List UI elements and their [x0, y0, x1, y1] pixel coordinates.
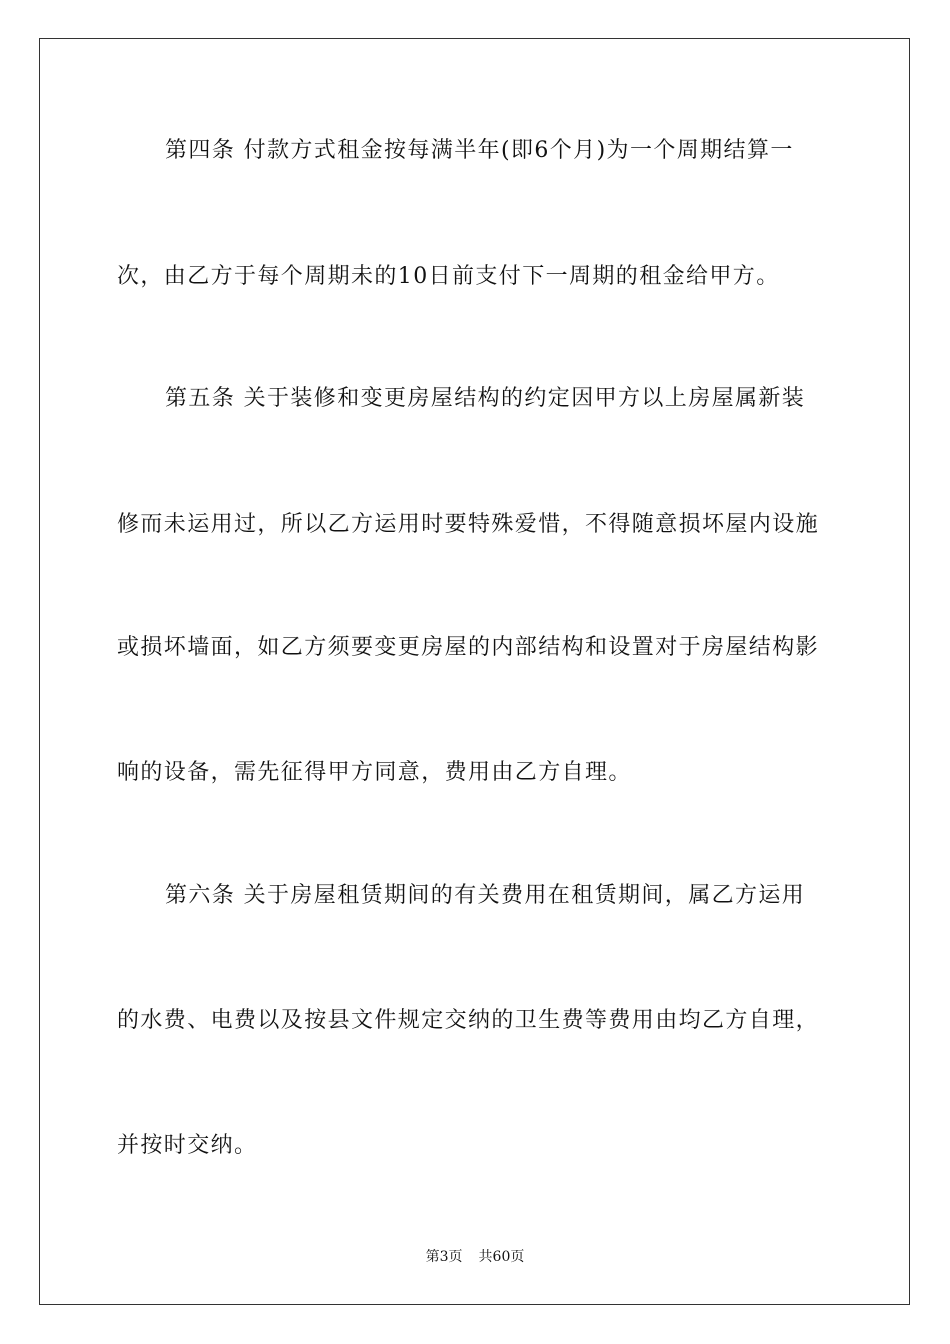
- paragraph-line: 修而未运用过，所以乙方运用时要特殊爱惜，不得随意损坏屋内设施: [117, 512, 820, 537]
- paragraph-line: 第六条 关于房屋租赁期间的有关费用在租赁期间，属乙方运用: [165, 883, 806, 908]
- paragraph-line: 并按时交纳。: [117, 1133, 258, 1158]
- page-footer: [0, 1247, 950, 1267]
- paragraph-line: 的水费、电费以及按县文件规定交纳的卫生费等费用由均乙方自理，: [117, 1008, 820, 1033]
- page-number: 第3页: [425, 1249, 463, 1265]
- page-frame: [39, 38, 910, 1305]
- paragraph-line: 次，由乙方于每个周期未的10日前支付下一周期的租金给甲方。: [117, 264, 780, 289]
- paragraph-line: 或损坏墙面，如乙方须要变更房屋的内部结构和设置对于房屋结构影: [117, 635, 820, 660]
- paragraph-line: 响的设备，需先征得甲方同意，费用由乙方自理。: [117, 760, 632, 785]
- page-total: 共60页: [478, 1249, 525, 1265]
- paragraph-line: 第五条 关于装修和变更房屋结构的约定因甲方以上房屋属新装: [165, 386, 806, 411]
- paragraph-line: 第四条 付款方式租金按每满半年(即6个月)为一个周期结算一: [165, 138, 794, 163]
